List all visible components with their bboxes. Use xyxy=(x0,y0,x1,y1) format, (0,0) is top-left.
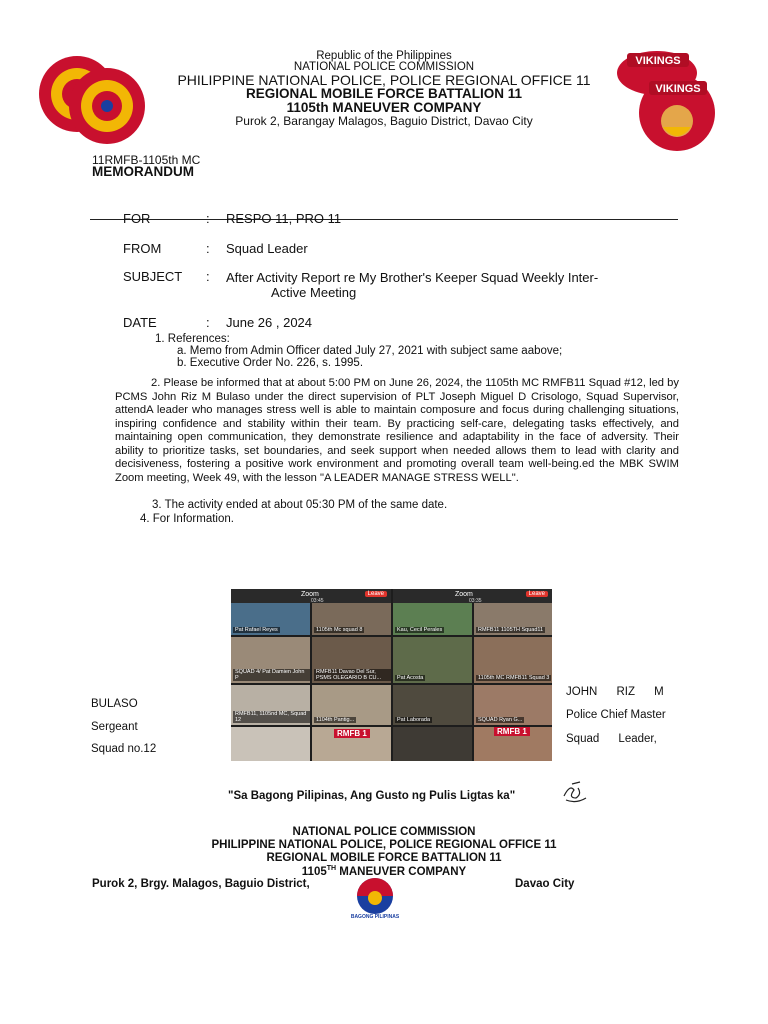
footer-napolcom: NATIONAL POLICE COMMISSION xyxy=(292,826,476,838)
bagong-pilipinas-logo xyxy=(341,876,409,924)
video-tile xyxy=(393,685,472,725)
video-tile xyxy=(231,727,310,761)
paragraph-3: 3. The activity ended at about 05:30 PM of the same date. xyxy=(152,499,448,511)
rmfb-badge-left: RMFB 1 xyxy=(334,729,370,738)
tile-caption: Kau, Cecil Perales xyxy=(397,627,443,633)
footer-company-rest: MANEUVER COMPANY xyxy=(336,865,467,878)
for-colon: : xyxy=(206,211,210,226)
tile-caption: SQUAD 4/ Pat Damien John P xyxy=(233,669,310,681)
footer-company-sup: TH xyxy=(326,865,337,872)
references-heading: 1. References: xyxy=(155,333,230,345)
date-label: DATE xyxy=(123,315,157,330)
tile-caption: RMFB11 Davao Del Sur, PSMS OLEGARIO B CU... xyxy=(314,669,391,681)
leave-button-right: Leave xyxy=(526,591,548,597)
video-tile xyxy=(231,603,310,635)
video-tile xyxy=(474,603,552,635)
from-colon: : xyxy=(206,241,210,256)
subject-value-line1: After Activity Report re My Brother's Keeper Squad Weekly Inter- xyxy=(226,270,599,285)
tile-caption: Pat Rafael Reyes xyxy=(235,627,278,633)
tile-caption: RMFB11, 1105nd MC, Squad 12 xyxy=(233,711,310,723)
paragraph-4: 4. For Information. xyxy=(140,513,234,525)
tile-caption: SQUAD Ryan G... xyxy=(478,717,523,723)
header-rmfb: REGIONAL MOBILE FORCE BATTALION 11 xyxy=(245,86,522,101)
tile-caption: 1104th Pantig... xyxy=(316,717,355,723)
timer-left: 03:45 xyxy=(311,598,324,603)
vikings-text-1: VIKINGS xyxy=(635,55,681,67)
subject-label: SUBJECT xyxy=(123,269,183,284)
subject-value-line2: Active Meeting xyxy=(271,285,357,300)
from-label: FROM xyxy=(123,241,162,256)
tile-caption: RMFB11 1105TH Squad11 xyxy=(478,627,544,633)
header-republic: Republic of the Philippines xyxy=(316,50,452,62)
tile-caption: Pat Acosta xyxy=(397,675,424,681)
tile-caption: 1105th MC RMFB11 Squad 3 xyxy=(478,675,550,681)
video-tile xyxy=(393,727,472,761)
video-tile xyxy=(393,637,472,683)
from-value: Squad Leader xyxy=(226,241,308,256)
video-tile xyxy=(474,727,552,761)
handwritten-signature-icon xyxy=(560,780,590,804)
video-tile xyxy=(312,685,391,725)
video-tile xyxy=(312,727,391,761)
right-signatory-name: JOHN RIZ M xyxy=(566,686,664,698)
video-tile xyxy=(231,685,310,725)
date-colon: : xyxy=(206,315,210,330)
zoom-topbar-right xyxy=(393,589,552,603)
for-value: RESPO 11, PRO 11 xyxy=(226,211,342,226)
paragraph-2: 2. Please be informed that at about 5:00 PM on June 26, 2024, the 1105th MC RMFB11 Squad #12, led by PCMS John Riz M Bulaso under the direct supervision of PLT Joseph Miguel D Crisologo, Squad Supervisor, attendA leader who manages stress well is able to maintain composure and focus during challenging situations, inspiring confidence and stability within their team. By practicing self-care, delegating tasks effectively, and maintaining open communication, they demonstrate resilience and adaptability in the face of adversity. Their ability to prioritize tasks, set boundaries, and seek support when needed allows them to lead with clarity and decisiveness, fostering a positive work environment and promoting overall team well-being.ed the MBK SWIM Zoom meeting, Week 49, with the lesson "A LEADER MANAGE STRESS WELL". xyxy=(115,377,679,484)
video-tile xyxy=(393,603,472,635)
video-tile xyxy=(312,637,391,683)
footer-rmfb: REGIONAL MOBILE FORCE BATTALION 11 xyxy=(266,852,502,864)
tile-caption: Pat Laborada xyxy=(397,717,431,723)
subject-colon: : xyxy=(206,269,210,284)
vikings-text-2: VIKINGS xyxy=(655,83,701,95)
left-signatory-rank: Sergeant xyxy=(91,721,138,733)
reference-a: a. Memo from Admin Officer dated July 27, 2021 with subject same aabove; xyxy=(177,345,563,357)
header-address: Purok 2, Barangay Malagos, Baguio District, Davao City xyxy=(235,114,533,128)
video-tile xyxy=(474,685,552,725)
zoom-topbar-left xyxy=(231,589,391,603)
video-tile xyxy=(474,637,552,683)
memo-title: MEMORANDUM xyxy=(92,164,194,179)
reference-b: b. Executive Order No. 226, s. 1995. xyxy=(177,357,364,369)
footer-company-number: 1105 xyxy=(301,865,327,878)
zoom-label-left: Zoom xyxy=(301,591,319,598)
leave-button-left: Leave xyxy=(365,591,387,597)
left-signatory-name: BULASO xyxy=(91,698,138,710)
footer-address-right: Davao City xyxy=(515,878,575,890)
video-tile xyxy=(312,603,391,635)
for-label: FOR xyxy=(123,211,151,226)
header-napolcom: NATIONAL POLICE COMMISSION xyxy=(293,61,475,73)
zoom-label-right: Zoom xyxy=(455,591,473,598)
date-value: June 26 , 2024 xyxy=(226,315,313,330)
video-tile xyxy=(231,637,310,683)
footer-address-left: Purok 2, Brgy. Malagos, Baguio District, xyxy=(92,878,310,890)
strike-rule xyxy=(90,219,678,220)
right-signatory-rank: Police Chief Master xyxy=(566,709,666,721)
header-company: 1105th MANEUVER COMPANY xyxy=(286,100,482,115)
rmfb-badge-right: RMFB 1 xyxy=(494,727,530,736)
zoom-screenshot-collage xyxy=(231,589,552,761)
left-signatory-unit: Squad no.12 xyxy=(91,743,157,755)
footer-pnp: PHILIPPINE NATIONAL POLICE, POLICE REGIONAL OFFICE 11 xyxy=(211,839,557,851)
right-signatory-role: Squad Leader, xyxy=(566,733,657,745)
slogan: "Sa Bagong Pilipinas, Ang Gusto ng Pulis Ligtas ka" xyxy=(228,790,516,802)
tile-caption: 1105th Mc squad 8 xyxy=(316,627,363,633)
header-pnp: PHILIPPINE NATIONAL POLICE, POLICE REGIONAL OFFICE 11 xyxy=(177,72,591,88)
bagong-pilipinas-caption: BAGONG PILIPINAS xyxy=(350,914,400,920)
timer-right: 03:35 xyxy=(469,598,482,603)
memo-code: 11RMFB-1105th MC xyxy=(92,153,201,167)
